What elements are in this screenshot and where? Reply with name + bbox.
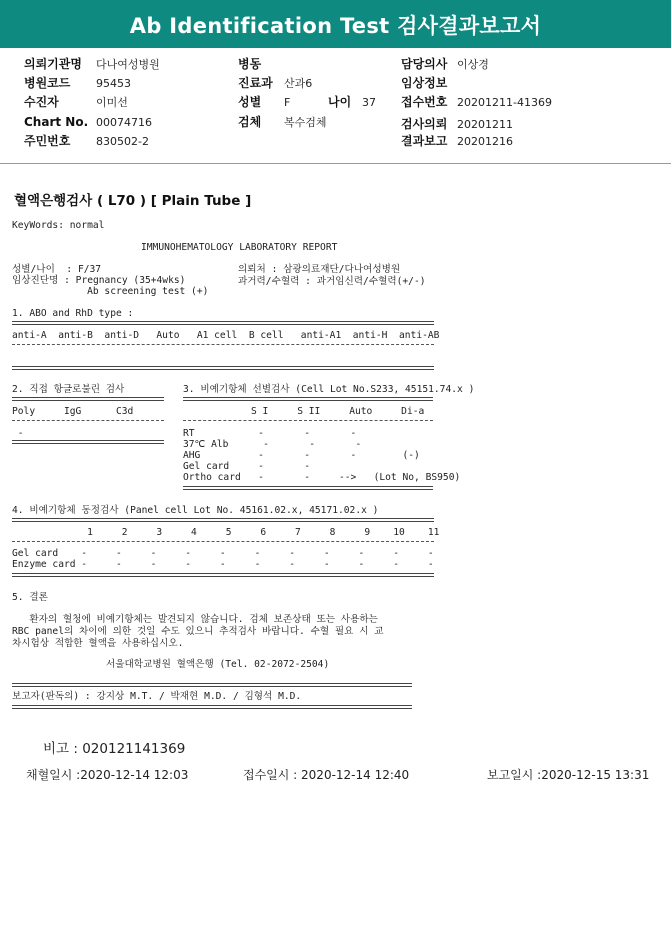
diagnosis-2: Ab screening test (+) (12, 286, 209, 297)
divider (0, 163, 671, 164)
remark: 비고 : 020121141369 (43, 741, 186, 757)
info-requested (401, 116, 513, 133)
rule (183, 420, 433, 421)
screen-row: RT - - - (183, 428, 357, 439)
rule (12, 541, 434, 542)
conclusion-line: RBC panel의 차이에 의한 것일 수도 있으니 추적검사 바랍니다. 수혈 필요 시 교 (12, 626, 384, 637)
info-reported (401, 133, 513, 150)
value: 95453 (96, 77, 131, 90)
rule (12, 366, 434, 370)
received-time: 접수일시 : 2020-12-14 12:40 (243, 768, 410, 782)
conclusion-line: 환자의 혈청에 비예기항체는 발견되지 않습니다. 검체 보존상태 또는 사용하는 (12, 614, 378, 625)
reporter-line: 보고자(판독의) : 강지상 M.T. / 박재현 M.D. / 김형석 M.D. (12, 691, 302, 702)
value: 복수검체 (284, 116, 327, 129)
info-accession (401, 94, 552, 111)
info-ward (238, 56, 284, 73)
label: Chart No. (24, 115, 89, 129)
rule (12, 683, 412, 687)
keywords: KeyWords: normal (12, 220, 105, 231)
rule (12, 440, 164, 444)
dat-value: - (12, 428, 24, 439)
report-title: Ab Identification Test 검사결과보고서 (0, 0, 671, 48)
collected-time: 채혈일시 :2020-12-14 12:03 (26, 768, 189, 782)
info-specimen (238, 114, 327, 131)
reported-time: 보고일시 :2020-12-15 13:31 (487, 768, 650, 782)
diagnosis: 임상진단명 : Pregnancy (35+4wks) (12, 275, 186, 286)
value: 다나여성병원 (96, 58, 160, 71)
info-age (328, 94, 376, 111)
info-hospital (24, 56, 160, 73)
value: 이미선 (96, 96, 128, 109)
value: 37 (362, 96, 376, 109)
rule (12, 705, 412, 709)
abo-header: anti-A anti-B anti-D Auto A1 cell B cell anti-A1 anti-H anti-AB (12, 330, 440, 341)
label: 의뢰기관명 (24, 57, 82, 71)
label: 병원코드 (24, 76, 71, 90)
lab-report-title: IMMUNOHEMATOLOGY LABORATORY REPORT (141, 242, 338, 253)
rule (12, 518, 434, 522)
rule (12, 344, 434, 345)
hospital-line: 서울대학교병원 혈액은행 (Tel. 02-2072-2504) (106, 659, 330, 670)
info-clinical (401, 75, 457, 92)
value: 20201216 (457, 135, 513, 148)
info-department (238, 75, 312, 92)
section-title: 혈액은행검사 ( L70 ) [ Plain Tube ] (14, 193, 252, 209)
requester: 의뢰처 : 삼광의료재단/다나여성병원 (238, 264, 401, 275)
screen-header: S I S II Auto Di-a (251, 406, 425, 417)
info-hospital-code (24, 75, 131, 92)
label: 수진자 (24, 95, 59, 109)
value: 00074716 (96, 116, 152, 129)
rule (183, 486, 433, 490)
label: 검체 (238, 115, 262, 129)
label: 검사의뢰 (401, 117, 448, 131)
rule (183, 397, 433, 401)
screen-row: AHG - - - (-) (183, 450, 420, 461)
info-resident-no (24, 133, 149, 150)
panel-title: 4. 비예기항체 동정검사 (Panel cell Lot No. 45161.02.x, 45171.02.x ) (12, 505, 379, 516)
label: 접수번호 (401, 95, 448, 109)
dat-header: Poly IgG C3d (12, 406, 134, 417)
info-doctor (401, 56, 489, 73)
panel-row: Enzyme card - - - - - - - - - - - (12, 559, 434, 570)
value: F (284, 96, 291, 109)
panel-row: Gel card - - - - - - - - - - - (12, 548, 434, 559)
panel-header: 1 2 3 4 5 6 7 8 9 10 11 (12, 527, 440, 538)
label: 결과보고 (401, 134, 448, 148)
info-sex (238, 94, 290, 111)
value: 산과6 (284, 77, 313, 90)
label: 담당의사 (401, 57, 448, 71)
info-chart-no (24, 114, 152, 131)
history: 과거력/수혈력 : 과거임신력/수혈력(+/-) (238, 276, 426, 287)
label: 병동 (238, 57, 262, 71)
value: 20201211 (457, 118, 513, 131)
dat-title: 2. 직접 항글로불린 검사 (12, 384, 125, 395)
label: 진료과 (238, 76, 273, 90)
rule (12, 420, 164, 421)
rule (12, 397, 164, 401)
sex-age: 성별/나이 : F/37 (12, 264, 102, 275)
value: 830502-2 (96, 135, 149, 148)
rule (12, 573, 434, 577)
label: 주민번호 (24, 134, 71, 148)
conclusion-title: 5. 결론 (12, 592, 48, 603)
info-patient (24, 94, 128, 111)
rule (12, 321, 434, 325)
screen-row: Gel card - - (183, 461, 311, 472)
value: 20201211-41369 (457, 96, 552, 109)
label: 성별 (238, 95, 262, 109)
abo-title: 1. ABO and RhD type : (12, 308, 134, 319)
label: 나이 (328, 95, 352, 109)
screen-title: 3. 비예기항체 선별검사 (Cell Lot No.S233, 45151.74.x ) (183, 384, 475, 395)
value: 이상경 (457, 58, 489, 71)
conclusion-line: 차시험상 적합한 혈액을 사용하십시오. (12, 638, 184, 649)
screen-row: Ortho card - - --> (Lot No, BS950) (183, 472, 461, 483)
screen-row: 37℃ Alb - - - (183, 439, 362, 450)
label: 임상정보 (401, 76, 448, 90)
